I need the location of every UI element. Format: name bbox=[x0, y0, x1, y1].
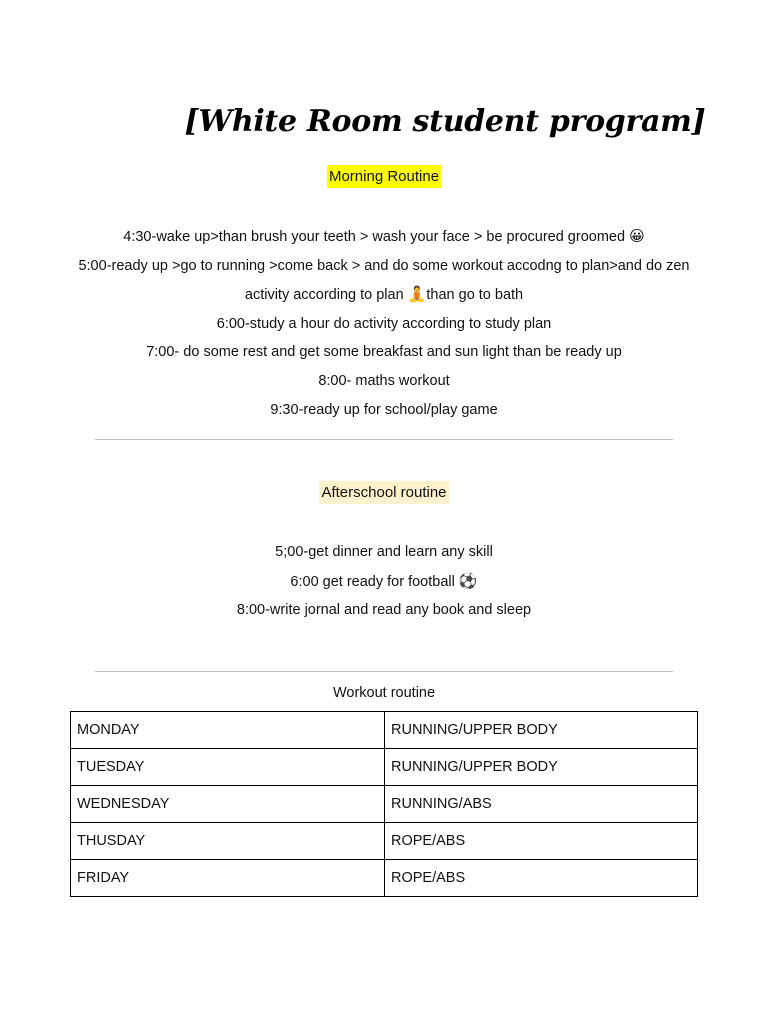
table-row bbox=[71, 786, 698, 823]
table-cell-activity: ROPE/ABS bbox=[385, 860, 698, 897]
table-cell-activity: RUNNING/ABS bbox=[385, 786, 698, 823]
table-cell-day: TUESDAY bbox=[71, 749, 385, 786]
afterschool-line-2: 6:00 get ready for football ⚽ bbox=[290, 571, 478, 590]
afterschool-routine-list bbox=[0, 538, 768, 625]
morning-line-5: 7:00- do some rest and get some breakfast and sun light than be ready up bbox=[146, 344, 622, 361]
table-cell-activity: RUNNING/UPPER BODY bbox=[385, 749, 698, 786]
morning-line-2: 5:00-ready up >go to running >come back > and do some workout accodng to plan>and do zen bbox=[78, 257, 690, 274]
table-cell-day: FRIDAY bbox=[71, 860, 385, 897]
afterschool-line-1: 5;00-get dinner and learn any skill bbox=[275, 544, 493, 560]
morning-line-4: 6:00-study a hour do activity according to study plan bbox=[216, 315, 552, 332]
morning-routine-heading-text: Morning Routine bbox=[327, 165, 441, 188]
afterschool-routine-heading-text: Afterschool routine bbox=[319, 481, 448, 504]
table-cell-activity: ROPE/ABS bbox=[385, 823, 698, 860]
afterschool-line-3: 8:00-write jornal and read any book and sleep bbox=[236, 602, 532, 619]
table-row bbox=[71, 860, 698, 897]
table-cell-day: WEDNESDAY bbox=[71, 786, 385, 823]
afterschool-routine-heading bbox=[0, 484, 768, 501]
table-row bbox=[71, 823, 698, 860]
morning-line-1: 4:30-wake up>than brush your teeth > wash your face > be procured groomed 😀 bbox=[123, 227, 645, 245]
document-title: [White Room student program] bbox=[184, 104, 706, 139]
morning-routine-heading bbox=[0, 168, 768, 185]
horizontal-divider bbox=[95, 439, 673, 440]
table-cell-day: THUSDAY bbox=[71, 823, 385, 860]
morning-routine-list bbox=[0, 222, 768, 424]
table-row bbox=[71, 712, 698, 749]
workout-routine-caption: Workout routine bbox=[332, 685, 436, 701]
horizontal-divider bbox=[95, 671, 673, 672]
table-row bbox=[71, 749, 698, 786]
table-cell-activity: RUNNING/UPPER BODY bbox=[385, 712, 698, 749]
morning-line-6: 8:00- maths workout bbox=[318, 372, 450, 389]
morning-line-3: activity according to plan 🧘than go to bath bbox=[244, 285, 524, 304]
grinning-face-icon: 😀 bbox=[629, 227, 645, 245]
soccer-ball-icon: ⚽ bbox=[458, 571, 478, 590]
workout-routine-table bbox=[70, 711, 698, 897]
table-cell-day: MONDAY bbox=[71, 712, 385, 749]
morning-line-7: 9:30-ready up for school/play game bbox=[270, 401, 498, 418]
meditation-icon: 🧘 bbox=[407, 285, 427, 304]
